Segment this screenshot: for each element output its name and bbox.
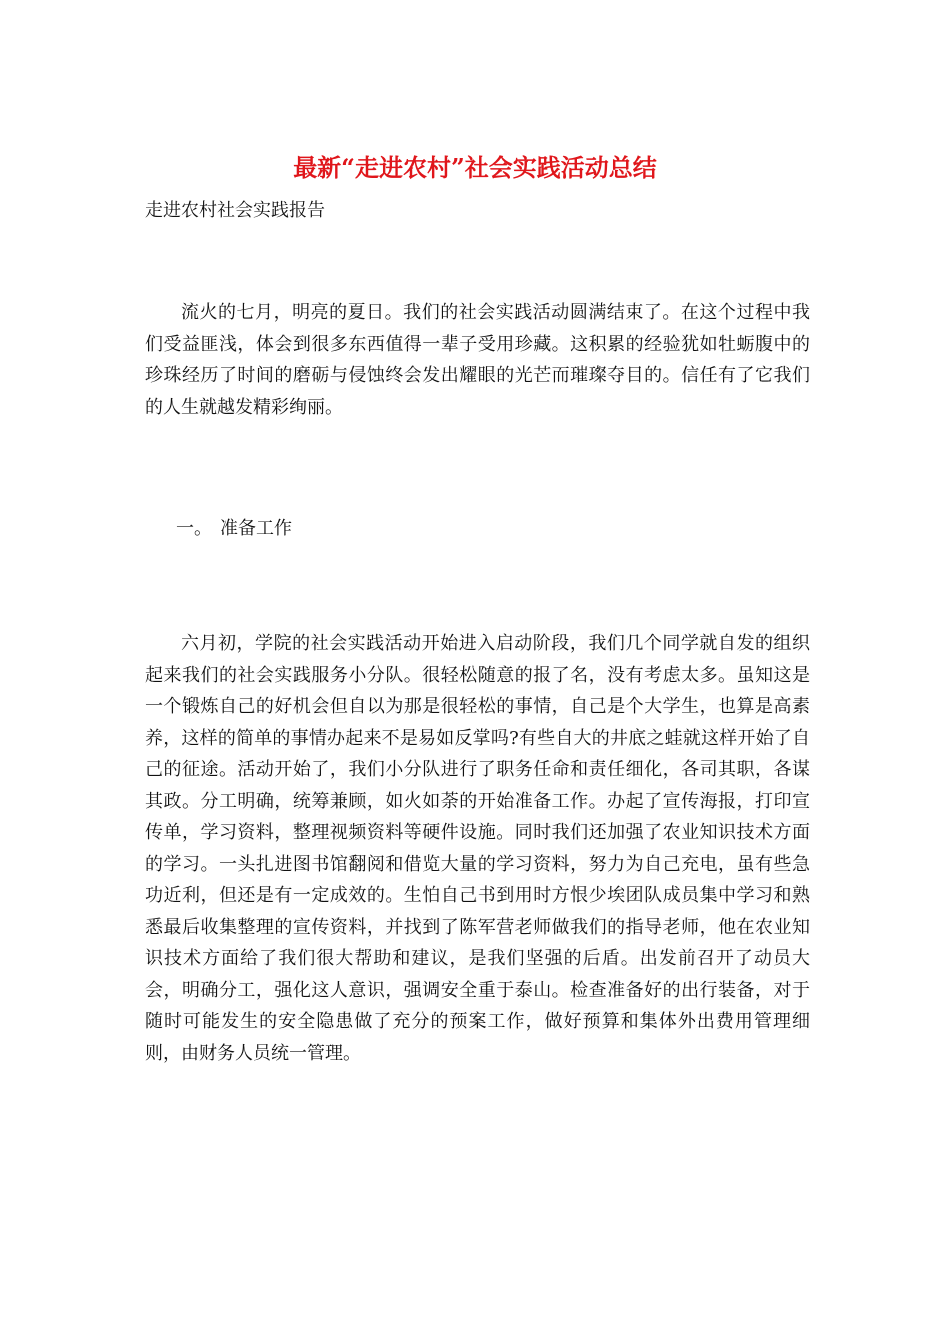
section-heading bbox=[145, 514, 292, 544]
section-title: 准备工作 bbox=[220, 518, 292, 539]
document-subtitle: 走进农村社会实践报告 bbox=[145, 200, 325, 221]
section-number: 一。 bbox=[176, 518, 212, 539]
paragraph-preparation: 六月初，学院的社会实践活动开始进入启动阶段，我们几个同学就自发的组织起来我们的社会实践服务小分队。很轻松随意的报了名，没有考虑太多。虽知这是一个锻炼自己的好机会但自以为那是很轻松的事情，自己是个大学生，也算是高素养，这样的简单的事情办起来不是易如反掌吗?有些自大的井底之蛙就这样开始了自己的征途。活动开始了，我们小分队进行了职务任命和责任细化，各司其职，各谋其政。分工明确，统筹兼顾，如火如荼的开始准备工作。办起了宣传海报，打印宣传单，学习资料，整理视频资料等硬件设施。同时我们还加强了农业知识技术方面的学习。一头扎进图书馆翻阅和借览大量的学习资料，努力为自己充电，虽有些急功近利，但还是有一定成效的。生怕自己书到用时方恨少埃团队成员集中学习和熟悉最后收集整理的宣传资料，并找到了陈军营老师做我们的指导老师，他在农业知识技术方面给了我们很大帮助和建议，是我们坚强的后盾。出发前召开了动员大会，明确分工，强化这人意识，强调安全重于泰山。检查准备好的出行装备，对于随时可能发生的安全隐患做了充分的预案工作，做好预算和集体外出费用管理细则，由财务人员统一管理。 bbox=[145, 633, 810, 1064]
paragraph-intro: 流火的七月，明亮的夏日。我们的社会实践活动圆满结束了。在这个过程中我们受益匪浅，体会到很多东西值得一辈子受用珍藏。这积累的经验犹如牡蛎腹中的珍珠经历了时间的磨砺与侵蚀终会发出耀眼的光芒而璀璨夺目的。信任有了它我们的人生就越发精彩绚丽。 bbox=[145, 302, 810, 418]
document-title: 最新“走进农村”社会实践活动总结 bbox=[293, 153, 657, 182]
